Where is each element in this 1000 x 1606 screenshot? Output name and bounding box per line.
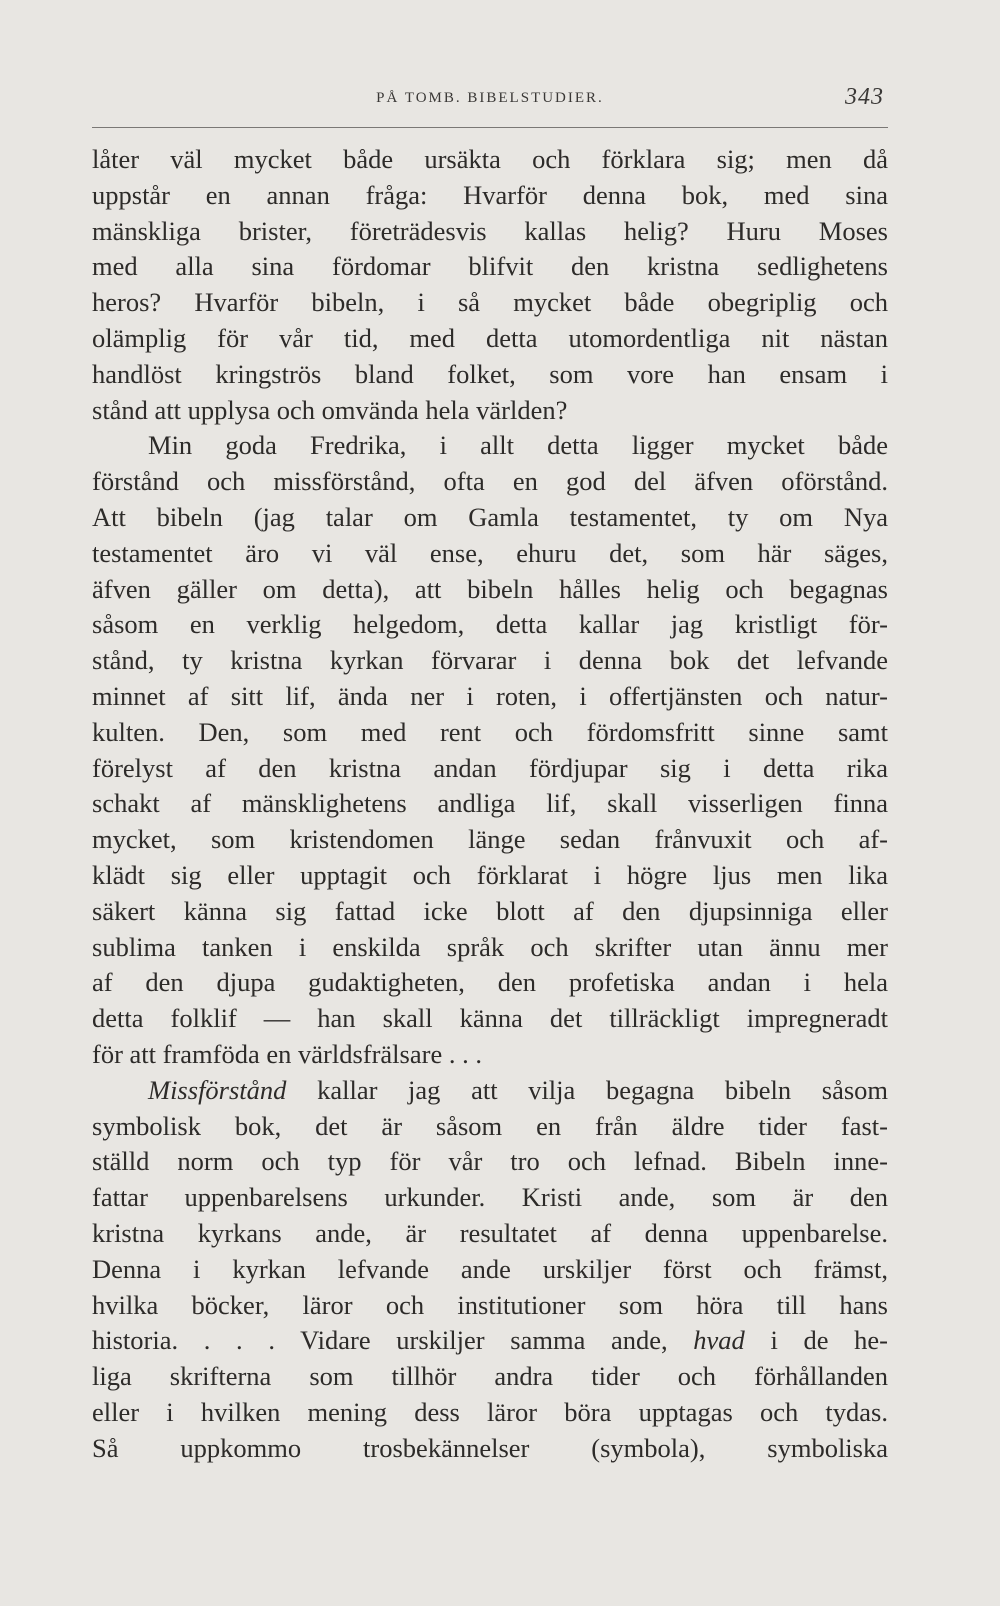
text-line: detta folklif — han skall känna det tillräckligt impregneradt <box>92 1003 888 1034</box>
text-line: uppstår en annan fråga: Hvarför denna bok, med sina <box>92 179 888 210</box>
text-line: äfven gäller om detta), att bibeln hålles helig och begagnas <box>92 573 888 604</box>
text-line: för att framföda en världsfrälsare . . . <box>92 1038 482 1069</box>
text-line: kristna kyrkans ande, är resultatet af denna uppenbarelse. <box>92 1217 888 1248</box>
text-line: med alla sina fördomar blifvit den kristna sedlighetens <box>92 251 888 282</box>
text-line: såsom en verklig helgedom, detta kallar jag kristligt för- <box>92 609 888 640</box>
emphasis-missforstand: Missförstånd <box>148 1074 287 1105</box>
text-fragment: historia. . . . Vidare urskiljer samma ande, <box>92 1325 668 1356</box>
text-line: testamentet äro vi väl ense, ehuru det, som här säges, <box>92 537 888 568</box>
text-line: sublima tanken i enskilda språk och skrifter utan ännu mer <box>92 931 888 962</box>
text-line: klädt sig eller upptagit och förklarat i högre ljus men lika <box>92 859 888 890</box>
body-text <box>92 142 888 1466</box>
text-line: handlöst kringströs bland folket, som vore han ensam i <box>92 358 888 389</box>
text-line: liga skrifterna som tillhör andra tider och förhållanden <box>92 1361 888 1392</box>
text-line: mänskliga brister, företrädesvis kallas helig? Huru Moses <box>92 215 888 246</box>
text-line: stånd, ty kristna kyrkan förvarar i denna bok det lefvande <box>92 645 888 676</box>
text-line: hvilka böcker, läror och institutioner som höra till hans <box>92 1289 888 1320</box>
text-line <box>92 1073 888 1109</box>
text-line: kulten. Den, som med rent och fördomsfritt sinne samt <box>92 716 888 747</box>
text-line: af den djupa gudaktigheten, den profetiska andan i hela <box>92 967 888 998</box>
running-head <box>92 84 888 114</box>
text-line: Att bibeln (jag talar om Gamla testamentet, ty om Nya <box>92 501 888 532</box>
text-line: Denna i kyrkan lefvande ande urskiljer först och främst, <box>92 1253 888 1284</box>
text-line: förstånd och missförstånd, ofta en god del äfven oförstånd. <box>92 466 888 497</box>
emphasis-hvad: hvad <box>693 1325 745 1356</box>
text-line: symbolisk bok, det är såsom en från äldre tider fast- <box>92 1110 888 1141</box>
text-line: Min goda Fredrika, i allt detta ligger mycket både <box>148 430 888 461</box>
text-line: olämplig för vår tid, med detta utomordentliga nit nästan <box>92 322 888 353</box>
text-fragment: i de he- <box>770 1325 888 1356</box>
text-line: ställd norm och typ för vår tro och lefnad. Bibeln inne- <box>92 1146 888 1177</box>
text-line: stånd att upplysa och omvända hela världen? <box>92 394 568 425</box>
page-number: 343 <box>845 84 884 110</box>
text-line: förelyst af den kristna andan fördjupar sig i detta rika <box>92 752 888 783</box>
text-line: låter väl mycket både ursäkta och förklara sig; men då <box>92 144 888 174</box>
text-line: mycket, som kristendomen länge sedan frånvuxit och af- <box>92 824 888 855</box>
text-fragment: kallar jag att vilja begagna bibeln såsom <box>317 1074 889 1105</box>
text-line: schakt af mänsklighetens andliga lif, skall visserligen finna <box>92 788 888 819</box>
running-title: PÅ TOMB. BIBELSTUDIER. <box>376 90 604 106</box>
text-line: minnet af sitt lif, ända ner i roten, i offertjänsten och natur- <box>92 680 888 711</box>
text-line: eller i hvilken mening dess läror böra upptagas och tydas. <box>92 1396 888 1427</box>
text-line <box>92 1323 888 1359</box>
text-line: heros? Hvarför bibeln, i så mycket både obegriplig och <box>92 287 888 318</box>
text-line: Så uppkommo trosbekännelser (symbola), symboliska <box>92 1432 888 1463</box>
header-rule <box>92 127 888 128</box>
text-line: säkert känna sig fattad icke blott af den djupsinniga eller <box>92 895 888 926</box>
text-line: fattar uppenbarelsens urkunder. Kristi ande, som är den <box>92 1182 888 1213</box>
